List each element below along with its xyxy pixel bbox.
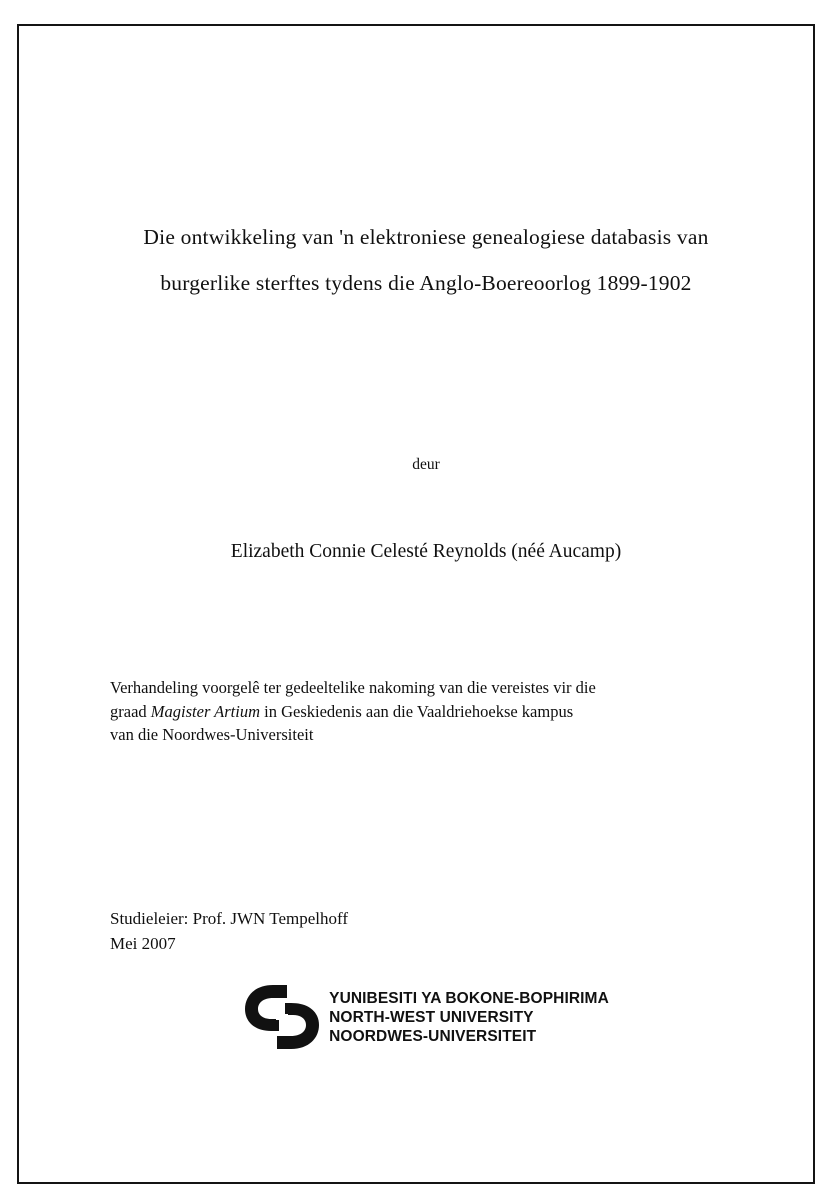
university-logo bbox=[107, 981, 745, 1053]
thesis-title bbox=[107, 214, 745, 306]
statement-line-1: Verhandeling voorgelê ter gedeeltelike nakoming van die vereistes vir die bbox=[110, 678, 596, 697]
page-border bbox=[17, 24, 815, 1184]
byline-label: deur bbox=[412, 456, 440, 473]
logo-line-3: NOORDWES-UNIVERSITEIT bbox=[329, 1027, 537, 1045]
author-name: Elizabeth Connie Celesté Reynolds (néé Aucamp) bbox=[230, 541, 622, 562]
degree-statement bbox=[110, 676, 740, 747]
degree-prefix: graad bbox=[110, 701, 151, 721]
nwu-emblem-icon bbox=[243, 981, 321, 1053]
degree-name: Magister Artium bbox=[150, 701, 261, 721]
title-line-1: Die ontwikkeling van 'n elektroniese genealogiese databasis van bbox=[143, 225, 709, 249]
title-page-content bbox=[107, 26, 745, 1182]
supervisor-and-date bbox=[110, 906, 610, 956]
title-line-2: burgerlike sterftes tydens die Anglo-Boereoorlog 1899-1902 bbox=[160, 271, 692, 295]
logo-line-2: NORTH-WEST UNIVERSITY bbox=[329, 1008, 534, 1026]
statement-line-3: van die Noordwes-Universiteit bbox=[110, 725, 314, 744]
statement-line-2 bbox=[110, 700, 740, 724]
logo-wordmark bbox=[329, 989, 609, 1046]
date-line: Mei 2007 bbox=[110, 934, 176, 953]
logo-line-1: YUNIBESITI YA BOKONE-BOPHIRIMA bbox=[329, 989, 609, 1007]
degree-suffix: in Geskiedenis aan die Vaaldriehoekse kampus bbox=[260, 701, 574, 721]
supervisor-line: Studieleier: Prof. JWN Tempelhoff bbox=[110, 909, 349, 928]
